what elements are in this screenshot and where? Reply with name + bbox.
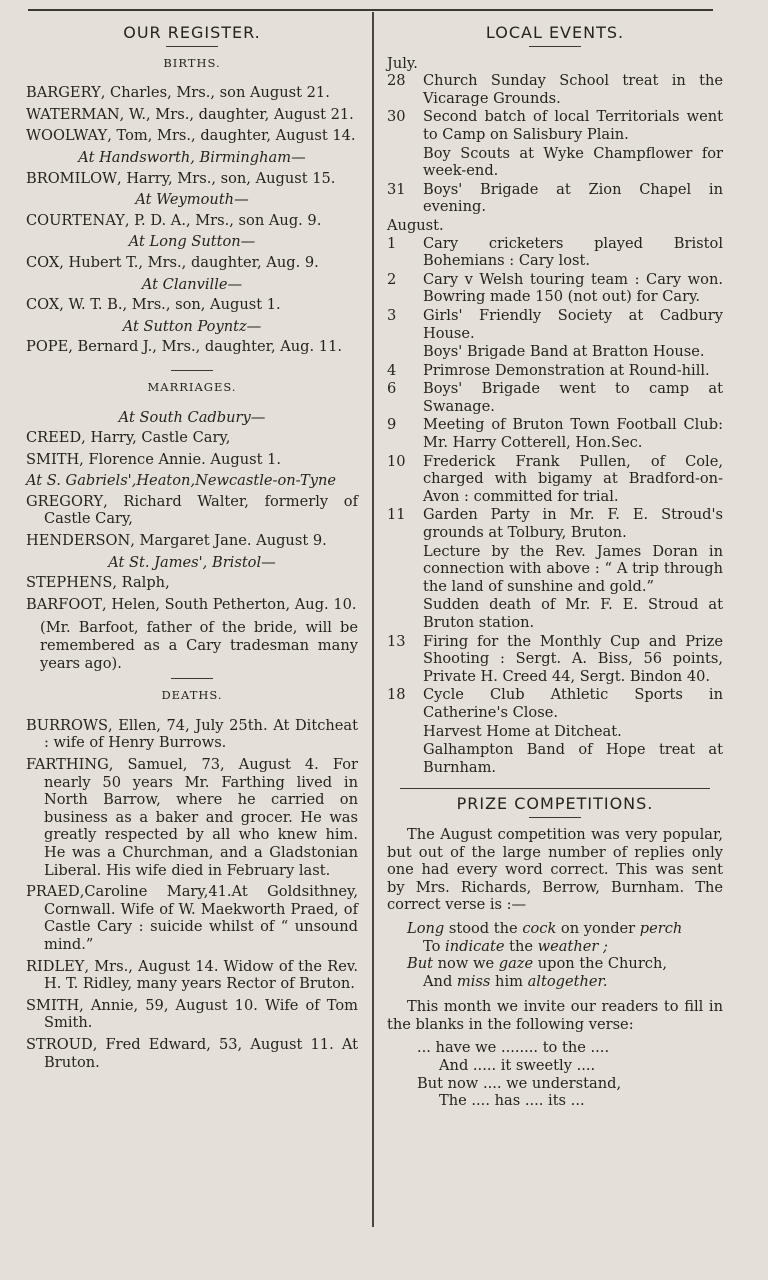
blank-verse: [417, 1039, 723, 1109]
blank-line: The .... has .... its ...: [439, 1092, 585, 1110]
event-item: 6 Boys' Brigade went to camp at Swanage.: [387, 380, 723, 415]
blank-line: But now .... we understand,: [417, 1074, 622, 1092]
event-item: 2 Cary v Welsh touring team : Cary won. Bowring made 150 (not out) for Cary.: [387, 270, 723, 306]
month-label: August.: [387, 216, 444, 234]
event-item: 3 Girls' Friendly Society at Cadbury House.: [387, 306, 723, 342]
event-item: 13 Firing for the Monthly Cup and Prize Shooting : Sergt. A. Biss, 56 points, Private H. Creed 44, Sergt. Bindon 40.: [387, 632, 723, 685]
verse-line: And miss him altogether.: [423, 972, 608, 990]
prize-invite: This month we invite our readers to fill in the blanks in the following verse:: [387, 998, 723, 1033]
section-rule: [400, 788, 710, 789]
marriages-heading: MARRIAGES.: [147, 379, 237, 394]
birth-entry: COX, Hubert T., Mrs., daughter, Aug. 9.: [26, 253, 319, 271]
blank-line: And ..... it sweetly ....: [439, 1057, 596, 1075]
event-item: 10 Frederick Frank Pullen, of Cole, charged with bigamy at Bradford-on-Avon : committed for trial.: [387, 452, 723, 505]
event-item: 9 Meeting of Bruton Town Football Club: Mr. Harry Cotterell, Hon.Sec.: [387, 416, 723, 452]
title-dash: [529, 817, 581, 818]
event-item: Lecture by the Rev. James Doran in connection with above : “ A trip through the land of sunshine and gold.”: [423, 542, 723, 595]
event-item: 28 Church Sunday School treat in the Vicarage Grounds.: [387, 72, 723, 107]
column-divider: [372, 12, 374, 1227]
marriage-place: At St. James', Bristol—: [108, 553, 276, 571]
birth-entry: COURTENAY, P. D. A., Mrs., son Aug. 9.: [26, 211, 322, 229]
death-entry: PRAED,Caroline Mary,41.At Goldsithney, Cornwall. Wife of W. Maekworth Praed, of Castle Cary : suicide whilst of “ unsound mind.”: [26, 883, 358, 953]
marriage-entry: BARFOOT, Helen, South Petherton, Aug. 10.: [26, 595, 357, 613]
title-dash: [529, 46, 581, 47]
marriage-entry: SMITH, Florence Annie. August 1.: [26, 450, 282, 468]
event-item: Harvest Home at Ditcheat.: [423, 722, 622, 740]
event-item: 30 Second batch of local Territorials went to Camp on Salisbury Plain.: [387, 108, 723, 143]
death-entry: STROUD, Fred Edward, 53, August 11. At Bruton.: [26, 1035, 358, 1071]
marriage-entry: GREGORY, Richard Walter, formerly of Castle Cary,: [26, 492, 358, 528]
marriage-place: At S. Gabriels',Heaton,Newcastle-on-Tyne: [26, 472, 337, 490]
birth-entry: BROMILOW, Harry, Mrs., son, August 15.: [26, 169, 336, 187]
verse-line: Long stood the cock on yonder perch: [407, 919, 683, 937]
birth-place: At Sutton Poyntz—: [122, 317, 262, 335]
correct-verse: [407, 920, 723, 990]
section-dash: [171, 370, 213, 371]
birth-entry: WATERMAN, W., Mrs., daughter, August 21.: [26, 105, 354, 123]
birth-entry: COX, W. T. B., Mrs., son, August 1.: [26, 296, 281, 314]
birth-place: At Long Sutton—: [128, 233, 256, 251]
marriage-entry: STEPHENS, Ralph,: [26, 574, 170, 592]
event-item: 18 Cycle Club Athletic Sports in Catherine's Close.: [387, 686, 723, 721]
event-item: Boy Scouts at Wyke Champflower for week-end.: [423, 144, 723, 180]
birth-place: At Handsworth, Birmingham—: [78, 148, 306, 166]
marriage-entry: HENDERSON, Margaret Jane. August 9.: [26, 532, 327, 550]
verse-line: But now we gaze upon the Church,: [407, 955, 668, 973]
event-item: 31 Boys' Brigade at Zion Chapel in evening.: [387, 180, 723, 216]
event-item: Boys' Brigade Band at Bratton House.: [423, 343, 705, 361]
event-item: Sudden death of Mr. F. E. Stroud at Bruton station.: [423, 596, 723, 631]
death-entry: SMITH, Annie, 59, August 10. Wife of Tom Smith.: [26, 996, 358, 1032]
death-entry: RIDLEY, Mrs., August 14. Widow of the Rev. H. T. Ridley, many years Rector of Bruton.: [26, 957, 358, 993]
birth-entry: BARGERY, Charles, Mrs., son August 21.: [26, 84, 330, 102]
event-item: 11 Garden Party in Mr. F. E. Stroud's grounds at Tolbury, Bruton.: [387, 506, 723, 542]
blank-line: ... have we ........ to the ....: [417, 1039, 610, 1057]
events-title: LOCAL EVENTS.: [485, 23, 625, 42]
top-rule: [28, 9, 713, 11]
register-title: OUR REGISTER.: [123, 23, 261, 42]
marriage-note: (Mr. Barfoot, father of the bride, will be remembered as a Cary tradesman many years ago).: [40, 619, 358, 672]
birth-place: At Clanville—: [141, 275, 243, 293]
event-item: 4 Primrose Demonstration at Round-hill.: [387, 361, 710, 379]
birth-place: At Weymouth—: [135, 191, 249, 209]
event-item: Galhampton Band of Hope treat at Burnham.: [423, 741, 723, 776]
death-entry: FARTHING, Samuel, 73, August 4. For nearly 50 years Mr. Farthing lived in North Barrow, where he carried on business as a baker and grocer. He was greatly respected by all who knew him. He was a Churchman, and a Gladstonian Liberal. His wife died in February last.: [26, 756, 358, 879]
marriage-entry: CREED, Harry, Castle Cary,: [26, 429, 231, 447]
birth-entry: WOOLWAY, Tom, Mrs., daughter, August 14.: [26, 127, 356, 145]
event-item: 1 Cary cricketers played Bristol Bohemians : Cary lost.: [387, 234, 723, 270]
birth-entry: POPE, Bernard J., Mrs., daughter, Aug. 11.: [26, 338, 342, 356]
deaths-heading: DEATHS.: [161, 688, 223, 703]
death-entry: BURROWS, Ellen, 74, July 25th. At Ditcheat : wife of Henry Burrows.: [26, 716, 358, 752]
marriage-place: At South Cadbury—: [118, 408, 266, 426]
prize-title: PRIZE COMPETITIONS.: [456, 794, 654, 814]
events-column: [387, 18, 723, 1110]
title-dash: [166, 46, 218, 47]
month-label: July.: [387, 54, 418, 72]
section-dash: [171, 678, 213, 679]
verse-line: To indicate the weather ;: [423, 937, 608, 955]
register-column: [26, 18, 358, 1075]
prize-intro: The August competition was very popular, but out of the large number of replies only one had every word correct. This was sent by Mrs. Richards, Berrow, Burnham. The correct verse is :—: [387, 825, 723, 914]
births-heading: BIRTHS.: [163, 55, 221, 70]
